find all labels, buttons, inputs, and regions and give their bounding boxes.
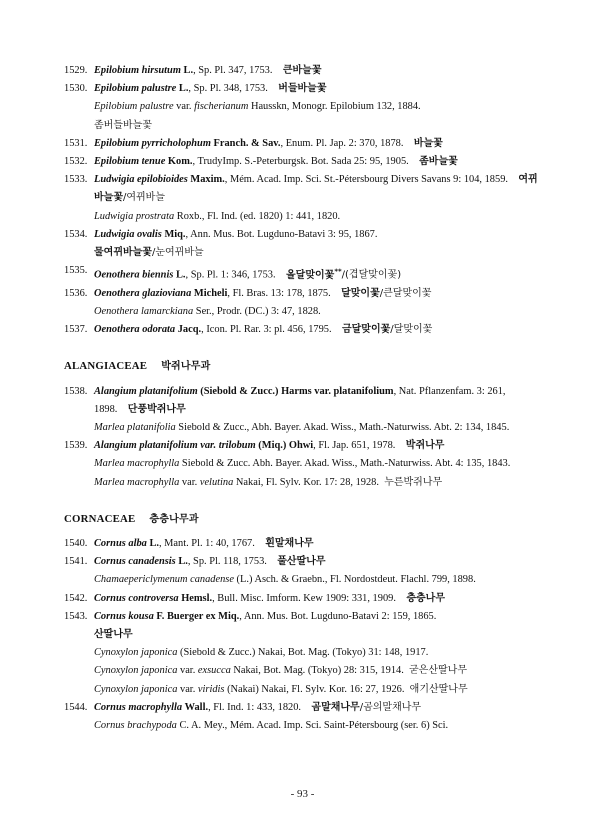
synonym-korean-name: 굳은산딸나무 — [409, 665, 467, 677]
species-entry — [64, 153, 542, 171]
citation: , Ann. Mus. Bot. Lugduno-Batavi 2: 159, 1865. — [239, 610, 437, 622]
entry-number: 1529. — [64, 65, 88, 76]
species-entry — [64, 262, 542, 285]
citation: , Fl. Ind. 1: 433, 1820. — [208, 701, 302, 713]
korean-alt-name: /(겹달맞이꽃) — [341, 269, 402, 281]
author: F. Buerger ex Miq. — [156, 610, 240, 622]
scientific-name: Epilobium hirsutum — [94, 65, 181, 76]
author: Hemsl. — [181, 592, 213, 604]
korean-name: 여뀌바늘꽃 — [94, 174, 538, 204]
citation: , Sp. Pl. 118, 1753. — [187, 556, 267, 568]
korean-name: 단풍박쥐나무 — [127, 403, 186, 415]
entry-number: 1537. — [64, 324, 88, 336]
scientific-name: Oenothera glazioviana — [94, 287, 192, 299]
author: Miq. — [164, 228, 186, 240]
synonym-line — [94, 662, 542, 680]
entry-number: 1533. — [64, 174, 88, 186]
author: Jacq. — [177, 324, 202, 336]
synonym-text: Chamaepericlymenum canadense (L.) Asch. & Graebn., Fl. Nordostdeut. Flachl. 799, 1898. — [94, 574, 476, 586]
scientific-name: Alangium platanifolium var. trilobum — [94, 440, 256, 452]
species-entry — [64, 437, 542, 492]
species-entry — [64, 383, 542, 438]
author: L. — [183, 65, 194, 76]
entry-number: 1541. — [64, 556, 88, 568]
author: L. — [178, 83, 189, 95]
author: Kom. — [167, 156, 193, 168]
citation: , Mant. Pl. 1: 40, 1767. — [158, 538, 255, 549]
korean-name: 좀바늘꽃 — [419, 156, 458, 168]
entry-number: 1531. — [64, 137, 88, 149]
synonym-text: Oenothera lamarckiana Ser., Prodr. (DC.) 3: 47, 1828. — [94, 305, 321, 317]
synonym-text: Cynoxylon japonica var. viridis (Nakai) Nakai, Fl. Sylv. Kor. 16: 27, 1926. — [94, 683, 405, 695]
korean-name: 금달맞이꽃 — [341, 324, 391, 336]
synonym-text: Cornus brachypoda C. A. Mey., Mém. Acad. Imp. Sci. Saint-Pétersbourg (ser. 6) Sci. — [94, 720, 449, 732]
species-entry — [64, 135, 542, 153]
family-name: ALANGIACEAE — [64, 360, 148, 373]
synonym-text: Cynoxylon japonica (Siebold & Zucc.) Nakai, Bot. Mag. (Tokyo) 31: 148, 1917. — [94, 647, 429, 659]
author: L. — [149, 538, 159, 549]
author: L. — [178, 556, 188, 568]
scientific-name: Cornus canadensis — [94, 556, 176, 568]
korean-name: 바늘꽃 — [413, 137, 443, 149]
entry-number: 1536. — [64, 287, 88, 299]
synonym-text: Cynoxylon japonica var. exsucca Nakai, Bot. Mag. (Tokyo) 28: 315, 1914. — [94, 665, 404, 677]
scientific-name: Epilobium tenue — [94, 156, 166, 168]
korean-name: 올달맞이꽃** — [286, 267, 342, 281]
korean-name: 박쥐나무 — [405, 440, 445, 452]
author: L. — [176, 269, 186, 281]
korean-alt-name: /눈여뀌바늘 — [151, 247, 204, 259]
citation: , Sp. Pl. 1: 346, 1753. — [185, 269, 276, 281]
scientific-name: Cornus kousa — [94, 610, 154, 622]
korean-name: 층층나무 — [406, 592, 445, 604]
scientific-name: Cornus alba — [94, 538, 147, 549]
family-name-korean: 박쥐나무과 — [161, 361, 211, 373]
species-entry — [64, 171, 542, 226]
family-heading — [64, 510, 542, 529]
author: (Siebold & Zucc.) Harms var. platanifolium — [200, 385, 394, 397]
synonym-text: Marlea macrophylla var. velutina Nakai, Fl. Sylv. Kor. 17: 28, 1928. — [94, 476, 379, 488]
synonym-text: Marlea platanifolia Siebold & Zucc., Abh. Bayer. Akad. Wiss., Math.-Naturwiss. Abt. 2: 134, 1845. — [94, 421, 510, 433]
document-page — [64, 62, 542, 735]
author: (Miq.) Ohwi — [258, 440, 314, 452]
citation: , Fl. Jap. 651, 1978. — [313, 440, 396, 452]
citation: , TrudyImp. S.-Peterburgsk. Bot. Sada 25: 95, 1905. — [192, 156, 409, 168]
synonym-line — [94, 98, 542, 116]
species-entry — [64, 590, 542, 608]
species-entry — [64, 699, 542, 735]
entry-number: 1539. — [64, 440, 88, 452]
entry-number: 1538. — [64, 385, 88, 397]
synonym-korean-name: 좀버들바늘꽃 — [94, 119, 152, 131]
entry-number: 1543. — [64, 610, 88, 622]
scientific-name: Epilobium palustre — [94, 83, 177, 95]
citation: , Icon. Pl. Rar. 3: pl. 456, 1795. — [201, 324, 332, 336]
citation: , Sp. Pl. 347, 1753. — [193, 65, 273, 76]
species-entry — [64, 535, 542, 553]
citation: , Nat. Pflanzenfam. 3: 261, 1898. — [94, 385, 506, 415]
korean-alt-name: /큰달맞이꽃 — [379, 287, 432, 299]
synonym-line — [94, 474, 542, 492]
species-entry — [64, 285, 542, 321]
citation: , Fl. Bras. 13: 178, 1875. — [227, 287, 331, 299]
synonym-korean-name: 누른박쥐나무 — [384, 476, 443, 488]
author: Wall. — [184, 701, 209, 713]
family-name: CORNACEAE — [64, 512, 136, 525]
citation: , Enum. Pl. Jap. 2: 370, 1878. — [280, 137, 404, 149]
korean-name: 흰말채나무 — [265, 538, 314, 549]
korean-name: 버들바늘꽃 — [278, 83, 327, 95]
entry-number: 1540. — [64, 538, 88, 549]
entry-number: 1542. — [64, 592, 88, 604]
korean-name: 달맞이꽃 — [341, 287, 380, 299]
page-number: - 93 - — [290, 788, 315, 800]
korean-alt-name: /곰의말채나무 — [359, 701, 422, 713]
species-entry — [64, 80, 542, 135]
citation: , Ann. Mus. Bot. Lugduno-Batavi 3: 95, 1867. — [185, 228, 378, 240]
author: Maxim. — [190, 174, 225, 186]
synonym-line — [94, 419, 542, 437]
scientific-name: Cornus controversa — [94, 592, 179, 604]
entry-number: 1534. — [64, 228, 88, 240]
entry-number: 1535. — [64, 265, 88, 277]
scientific-name: Ludwigia epilobioides — [94, 174, 188, 186]
species-entry — [64, 608, 542, 699]
synonym-text: Marlea macrophylla Siebold & Zucc. Abh. Bayer. Akad. Wiss., Math.-Naturwiss. Abt. 4: 135, 1843. — [94, 458, 511, 470]
synonym-text: Ludwigia prostrata Roxb., Fl. Ind. (ed. 1820) 1: 441, 1820. — [94, 210, 341, 222]
synonym-line — [94, 571, 542, 589]
scientific-name: Oenothera odorata — [94, 324, 176, 336]
citation: , Sp. Pl. 348, 1753. — [188, 83, 268, 95]
scientific-name: Epilobium pyrricholophum — [94, 137, 211, 149]
citation: , Bull. Misc. Imform. Kew 1909: 331, 1909. — [212, 592, 396, 604]
scientific-name: Cornus macrophylla — [94, 701, 183, 713]
scientific-name: Oenothera biennis — [94, 269, 174, 281]
synonym-line — [94, 117, 542, 135]
synonym-line — [94, 208, 542, 226]
korean-alt-name: /여뀌바늘 — [122, 192, 165, 204]
synonym-text: Epilobium palustre var. fischerianum Hausskn, Monogr. Epilobium 132, 1884. — [94, 101, 421, 113]
entry-number: 1532. — [64, 156, 88, 168]
family-heading — [64, 357, 542, 376]
species-entry — [64, 226, 542, 262]
author: Micheli — [193, 287, 228, 299]
korean-name: 풀산딸나무 — [277, 556, 326, 568]
korean-name: 곰말채나무 — [311, 701, 360, 713]
citation: , Mém. Acad. Imp. Sci. St.-Pétersbourg Divers Savans 9: 104, 1859. — [224, 174, 508, 186]
synonym-line — [94, 455, 542, 473]
synonym-korean-name: 애기산딸나무 — [409, 683, 468, 695]
scientific-name: Ludwigia ovalis — [94, 228, 162, 240]
author: Franch. & Sav. — [213, 137, 281, 149]
species-entry — [64, 321, 542, 339]
korean-name: 큰바늘꽃 — [282, 65, 322, 76]
family-name-korean: 층층나무과 — [149, 513, 199, 525]
synonym-line — [94, 681, 542, 699]
synonym-line — [94, 303, 542, 321]
korean-name: 물여뀌바늘꽃 — [94, 247, 152, 259]
synonym-line — [94, 644, 542, 662]
korean-name: 산딸나무 — [94, 629, 133, 641]
entry-number: 1530. — [64, 83, 88, 95]
korean-alt-name: /달맞이꽃 — [390, 324, 433, 336]
species-entry — [64, 62, 542, 80]
scientific-name: Alangium platanifolium — [94, 385, 198, 397]
species-entry — [64, 553, 542, 589]
synonym-line — [94, 717, 542, 735]
entry-number: 1544. — [64, 701, 88, 713]
